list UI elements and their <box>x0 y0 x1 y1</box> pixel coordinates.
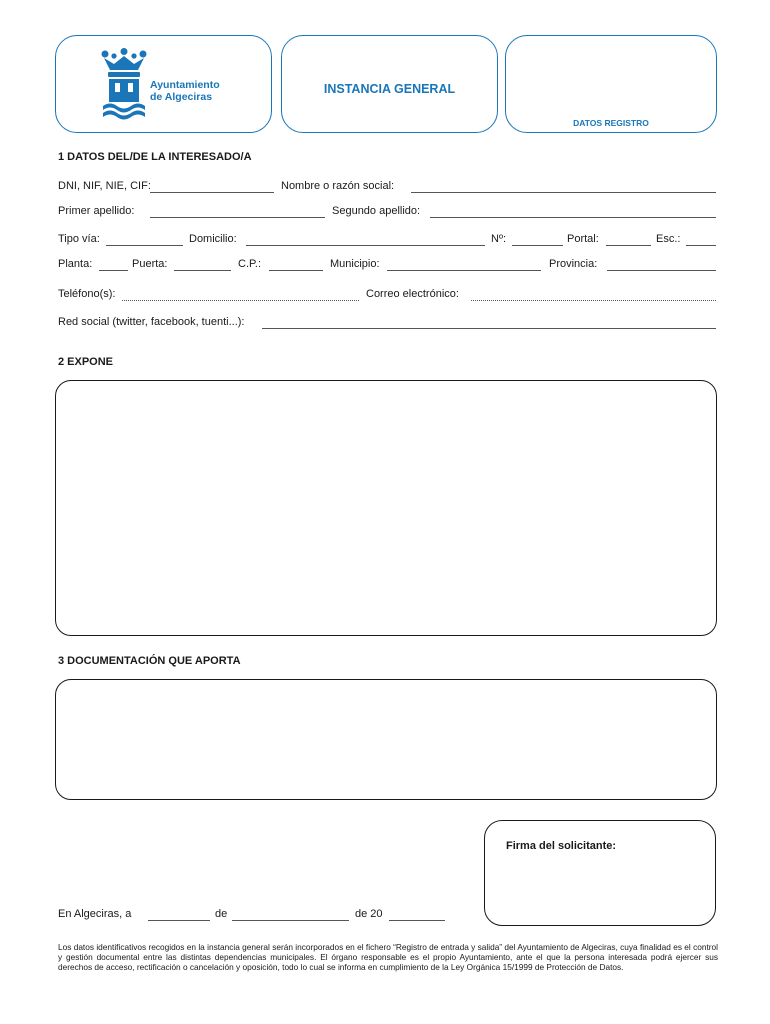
primer-apellido-label: Primer apellido: <box>58 205 135 217</box>
org-name-line2: de Algeciras <box>150 90 213 103</box>
row-direccion <box>58 233 716 249</box>
correo-label: Correo electrónico: <box>366 288 459 300</box>
portal-label: Portal: <box>567 233 599 245</box>
section1-title: 1 DATOS DEL/DE LA INTERESADO/A <box>58 151 252 163</box>
row-red-social <box>58 316 716 332</box>
tipo-via-label: Tipo vía: <box>58 233 100 245</box>
org-name <box>150 80 220 103</box>
planta-label: Planta: <box>58 258 93 270</box>
nombre-label: Nombre o razón social: <box>281 180 395 192</box>
org-name-line1: Ayuntamiento <box>150 79 220 91</box>
telefono-field[interactable] <box>122 300 359 301</box>
day-field[interactable] <box>148 920 210 921</box>
provincia-label: Provincia: <box>549 258 598 270</box>
escalera-field[interactable] <box>686 245 716 246</box>
domicilio-field[interactable] <box>246 245 485 246</box>
segundo-apellido-label: Segundo apellido: <box>332 205 421 217</box>
numero-label: Nº: <box>491 233 507 245</box>
section3-title: 3 DOCUMENTACIÓN QUE APORTA <box>58 655 241 667</box>
row-apellidos <box>58 205 716 221</box>
provincia-field[interactable] <box>607 270 716 271</box>
telefono-label: Teléfono(s): <box>58 288 116 300</box>
cp-field[interactable] <box>269 270 323 271</box>
dni-label: DNI, NIF, NIE, CIF: <box>58 180 151 192</box>
cp-label: C.P.: <box>238 258 262 270</box>
segundo-apellido-field[interactable] <box>430 217 716 218</box>
municipio-label: Municipio: <box>330 258 380 270</box>
municipio-field[interactable] <box>387 270 541 271</box>
puerta-field[interactable] <box>174 270 231 271</box>
logo-box <box>55 35 272 133</box>
red-social-label: Red social (twitter, facebook, tuenti...): <box>58 316 245 328</box>
puerta-label: Puerta: <box>132 258 168 270</box>
numero-field[interactable] <box>512 245 563 246</box>
title-box <box>281 35 498 133</box>
documentacion-textarea[interactable] <box>55 679 717 800</box>
primer-apellido-field[interactable] <box>150 217 325 218</box>
tipo-via-field[interactable] <box>106 245 183 246</box>
row-dni-nombre <box>58 180 716 196</box>
place-label: En Algeciras, a <box>58 908 132 920</box>
month-field[interactable] <box>232 920 349 921</box>
year-field[interactable] <box>389 920 445 921</box>
correo-field[interactable] <box>471 300 716 301</box>
planta-field[interactable] <box>99 270 128 271</box>
escalera-label: Esc.: <box>656 233 681 245</box>
date-line <box>58 908 458 924</box>
de-label-1: de <box>215 908 228 920</box>
dni-field[interactable] <box>150 192 274 193</box>
portal-field[interactable] <box>606 245 651 246</box>
section2-title: 2 EXPONE <box>58 356 114 368</box>
legal-notice: Los datos identificativos recogidos en la instancia general serán incorporados en el fichero “Registro de entrada y salida” del Ayuntamiento de Algeciras, cuya finalidad es el control y gestión documental entre las distintas dependencias municipales. El órgano responsable es el propio Ayuntamiento, ante el que la persona interesada podrá ejercer sus derechos de acceso, rectificación o cancelación y oposición, todo lo cual se informa en cumplimiento de la Ley Orgánica 15/1999 de Protección de Datos. <box>58 942 718 973</box>
firma-box[interactable] <box>484 820 716 926</box>
de-label-2: de 20 <box>355 908 383 920</box>
registry-label: DATOS REGISTRO <box>573 118 649 128</box>
firma-label: Firma del solicitante: <box>506 840 617 852</box>
registry-box[interactable] <box>505 35 717 133</box>
domicilio-label: Domicilio: <box>189 233 237 245</box>
algeciras-crest-icon <box>100 48 148 122</box>
row-contacto <box>58 288 716 304</box>
row-planta <box>58 258 716 274</box>
red-social-field[interactable] <box>262 328 716 329</box>
nombre-field[interactable] <box>411 192 716 193</box>
expone-textarea[interactable] <box>55 380 717 636</box>
form-title: INSTANCIA GENERAL <box>323 82 456 96</box>
